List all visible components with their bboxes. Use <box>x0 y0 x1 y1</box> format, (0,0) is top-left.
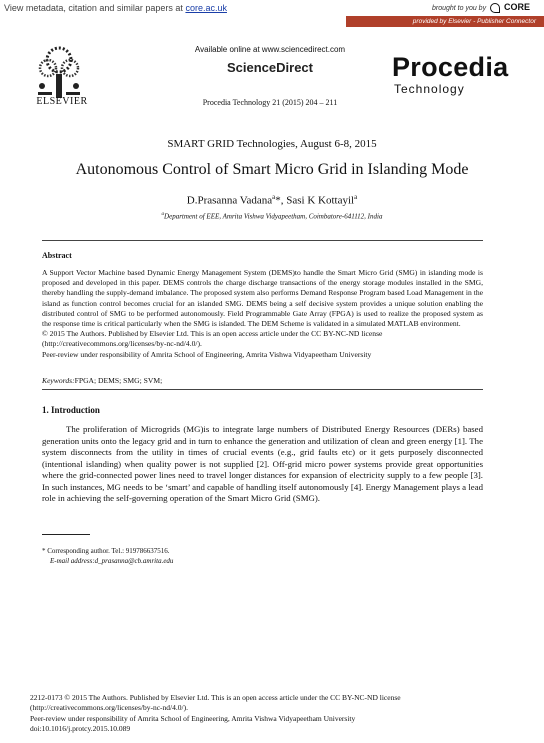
affiliation-text: Department of EEE, Amrita Vishwa Vidyapeetham, Coimbatore-641112, India <box>164 212 383 221</box>
core-logo-icon <box>490 3 500 13</box>
license-link[interactable]: (http://creativecommons.org/licenses/by-nc-nd/4.0/). <box>42 339 202 349</box>
affiliation <box>0 212 544 220</box>
footnote <box>42 546 173 566</box>
core-link[interactable]: core.ac.uk <box>185 3 227 13</box>
procedia-logo: Procedia <box>392 52 509 82</box>
brought-text: brought to you by <box>431 5 487 12</box>
abstract-text: A Support Vector Machine based Dynamic Energy Management System (DEMS)to handle the Smart Micro Grid (SMG) in islanding mode is proposed and developed in this paper. DEMS controls the charge discharge transactions of the energy storage modules installed in the SMG, thereby handling the supply-demand imbalance. The proposed system also performs Demand Response Program based Load Management in the island as function control becomes crucial for an islanded SMG. DEMS being a self decisive system provides a unique solution enabling the distributed control of SMG to be performed autonomously. Field Programmable Gate Array (FPGA) is used to realize the proposed system as the response time is critical particularly when the SMG is islanded. The DEM Scheme is validated in a simulated MATLAB environment. <box>42 268 483 329</box>
introduction-body: The proliferation of Microgrids (MG)is to integrate large numbers of Distributed Energy Resources (DERs) based generation units onto the legacy grid and in turn to enhance the generation and utilization of clean and green energy [1]. The system disconnects from the utility in times of crucial events (e.g., grid faults etc) or it gets purposely disconnected (intentional islanding) when quality power is not supplied [2]. Off-grid micro power systems provide great opportunities where the grid-connected power lines need to travel longer distances for expansion of electricity supply to a few people [3]. In such instances, MG needs to be ‘smart’ and capable of handling itself autonomously [4]. Energy Management plays a lead role in achieving the self-governing operation of the Smart Micro Grid (SMG). <box>42 424 483 503</box>
section-heading: 1. Introduction <box>42 405 100 415</box>
procedia-subtitle: Technology <box>394 82 465 96</box>
abstract-body <box>42 268 483 360</box>
email-address[interactable]: E-mail address:d_prasanna@cb.amrita.edu <box>50 557 174 565</box>
sciencedirect-logo: ScienceDirect <box>227 60 313 75</box>
corresponding-mark: *, <box>275 194 287 207</box>
author-name: Sasi K Kottayil <box>286 194 355 207</box>
copyright-line: © 2015 The Authors. Published by Elsevier Ltd. This is an open access article under the CC BY-NC-ND license <box>42 329 383 339</box>
metadata-text: View metadata, citation and similar papers at <box>4 3 186 13</box>
affiliation-marker: a <box>161 212 165 217</box>
metadata-notice <box>4 3 227 13</box>
provider-banner[interactable]: provided by Elsevier - Publisher Connector <box>346 16 544 27</box>
author-name: D.Prasanna Vadana <box>186 194 273 207</box>
peer-review-line: Peer-review under responsibility of Amrita School of Engineering, Amrita Vishwa Vidyapeetham University <box>30 713 356 723</box>
license-link[interactable]: (http://creativecommons.org/licenses/by-nc-nd/4.0/). <box>30 703 188 713</box>
divider <box>42 240 483 241</box>
keywords-label: Keywords: <box>42 376 75 385</box>
peer-review-line: Peer-review under responsibility of Amrita School of Engineering, Amrita Vishwa Vidyapeetham University <box>42 349 372 359</box>
abstract-heading: Abstract <box>42 251 72 260</box>
footnote-divider <box>42 534 90 535</box>
corresponding-author: * Corresponding author. Tel.: 919786637516. <box>42 547 170 555</box>
core-banner <box>0 0 544 28</box>
author-list <box>0 193 544 207</box>
available-online: Available online at www.sciencedirect.com <box>194 45 346 54</box>
publication-footer <box>30 693 530 734</box>
brought-by <box>432 2 530 13</box>
affiliation-marker: a <box>272 193 276 201</box>
conference-name: SMART GRID Technologies, August 6-8, 2015 <box>167 138 377 150</box>
elsevier-wordmark: ELSEVIER <box>36 96 88 107</box>
divider <box>42 389 483 390</box>
core-logo[interactable]: CORE <box>503 2 530 12</box>
affiliation-marker: a <box>354 193 358 201</box>
keywords-list: FPGA; DEMS; SMG; SVM; <box>74 376 163 385</box>
paper-title: Autonomous Control of Smart Micro Grid in Islanding Mode <box>75 161 469 178</box>
keywords <box>42 376 483 385</box>
elsevier-tree-icon <box>32 46 88 100</box>
doi[interactable]: doi:10.1016/j.protcy.2015.10.089 <box>30 723 131 733</box>
issn-line: 2212-0173 © 2015 The Authors. Published by Elsevier Ltd. This is an open access article under the CC BY-NC-ND license <box>30 693 401 702</box>
journal-reference: Procedia Technology 21 (2015) 204 – 211 <box>202 98 338 107</box>
